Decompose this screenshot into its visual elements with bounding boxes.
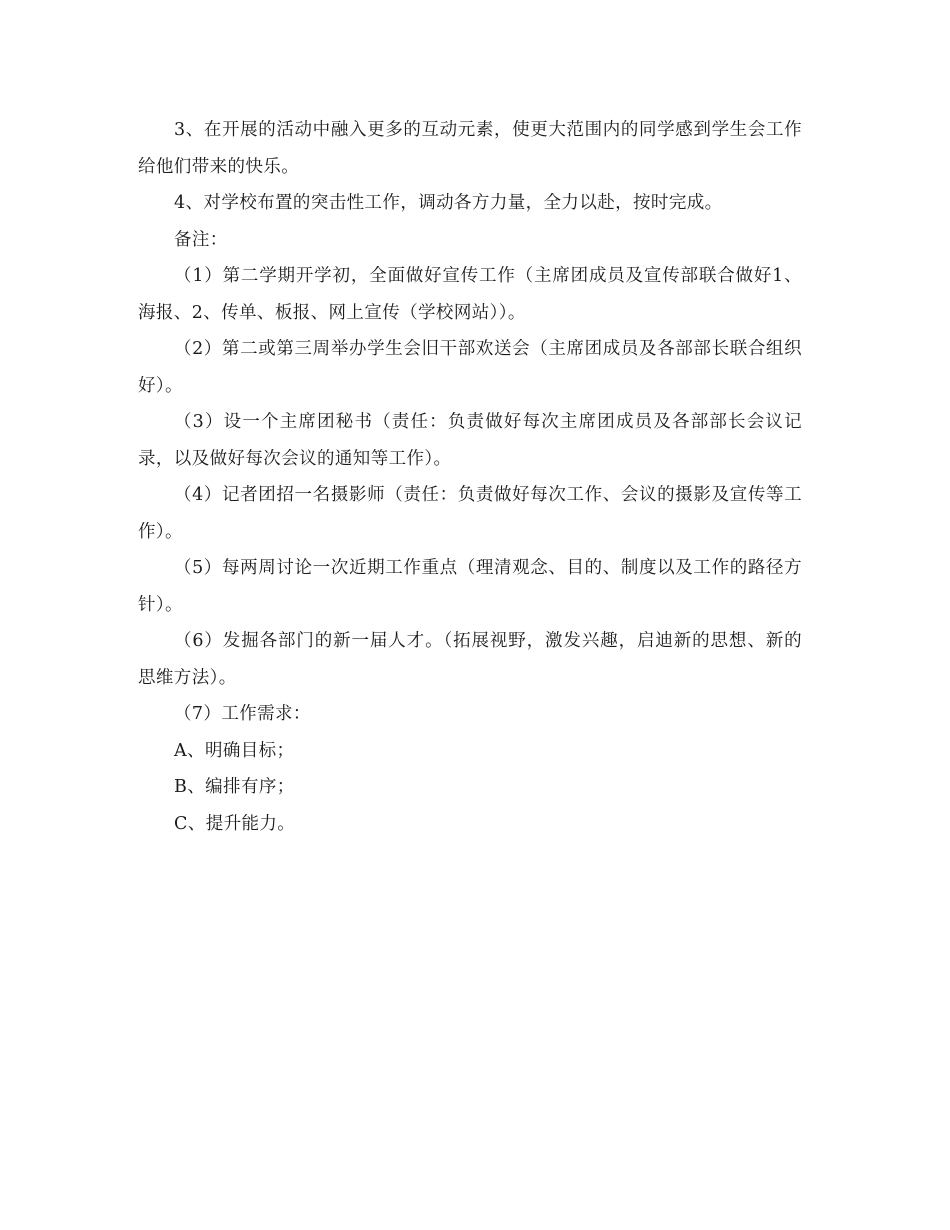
note-3: （3）设一个主席团秘书（责任：负责做好每次主席团成员及各部部长会议记录，以及做好每次会议的通知等工作）。 — [138, 412, 802, 469]
note-7: （7）工作需求： — [174, 704, 311, 724]
document-body — [138, 112, 802, 842]
note-4: （4）记者团招一名摄影师（责任：负责做好每次工作、会议的摄影及宣传等工作）。 — [138, 485, 802, 542]
note-2: （2）第二或第三周举办学生会旧干部欢送会（主席团成员及各部部长联合组织好）。 — [138, 339, 802, 396]
requirement-c: C、提升能力。 — [174, 813, 296, 834]
note-1: （1）第二学期开学初，全面做好宣传工作（主席团成员及宣传部联合做好1、海报、2、传单、板报、网上宣传（学校网站））。 — [138, 266, 802, 323]
note-5: （5）每两周讨论一次近期工作重点（理清观念、目的、制度以及工作的路径方针）。 — [138, 558, 802, 615]
requirement-b: B、编排有序； — [174, 777, 295, 797]
notes-heading: 备注： — [174, 229, 228, 250]
paragraph-item-3: 3、在开展的活动中融入更多的互动元素，使更大范围内的同学感到学生会工作给他们带来的快乐。 — [138, 120, 802, 177]
paragraph-item-4: 4、对学校布置的突击性工作，调动各方力量，全力以赴，按时完成。 — [174, 193, 723, 213]
requirement-a: A、明确目标； — [174, 740, 295, 761]
note-6: （6）发掘各部门的新一届人才。（拓展视野，激发兴趣，启迪新的思想、新的思维方法）。 — [138, 631, 802, 688]
